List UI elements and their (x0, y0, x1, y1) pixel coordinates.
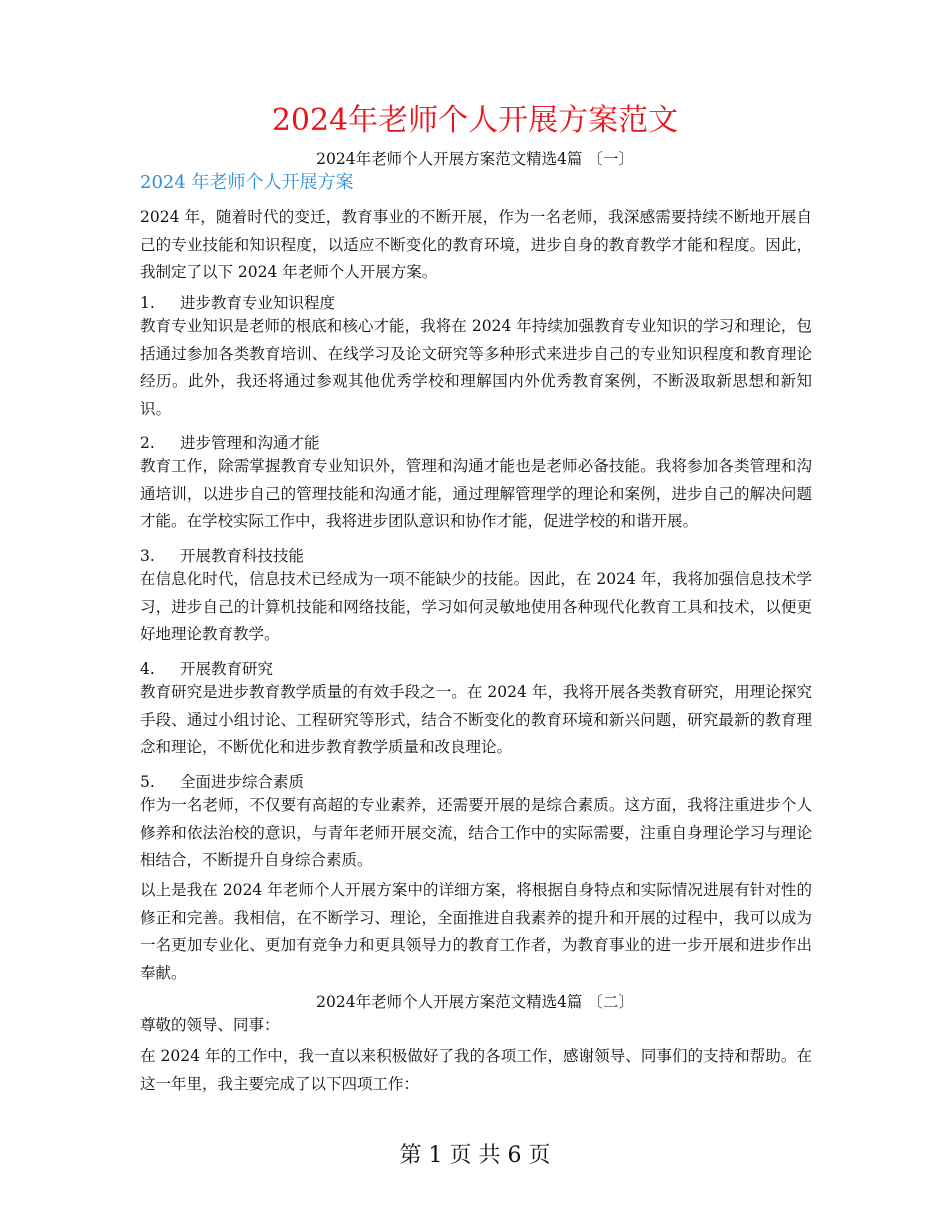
item-heading-1 (140, 292, 335, 314)
section-heading: 2024 年老师个人开展方案 (140, 172, 354, 193)
item-body-2: 教育工作，除需掌握教育专业知识外，管理和沟通才能也是老师必备技能。我将参加各类管理和沟通培训，以进步自己的管理技能和沟通才能，通过理解管理学的理论和案例，进步自己的解决问题才能。在学校实际工作中，我将进步团队意识和协作才能，促进学校的和谐开展。 (140, 457, 812, 530)
item-heading-5 (140, 771, 304, 793)
item-number: 2. (140, 434, 155, 452)
item-body-1: 教育专业知识是老师的根底和核心才能，我将在 2024 年持续加强教育专业知识的学习和理论，包括通过参加各类教育培训、在线学习及论文研究等多种形式来进步自己的专业知识程度和教育理论经历。此外，我还将通过参观其他优秀学校和理解国内外优秀教育案例，不断汲取新思想和新知识。 (140, 317, 812, 418)
item-body-3: 在信息化时代，信息技术已经成为一项不能缺少的技能。因此，在 2024 年，我将加强信息技术学习，进步自己的计算机技能和网络技能，学习如何灵敏地使用各种现代化教育工具和技术，以便更好地理论教育教学。 (140, 570, 812, 643)
item-number: 1. (140, 294, 155, 312)
second-paragraph: 在 2024 年的工作中，我一直以来积极做好了我的各项工作，感谢领导、同事们的支持和帮助。在这一年里，我主要完成了以下四项工作： (140, 1047, 812, 1093)
item-title: 开展教育研究 (180, 660, 274, 678)
item-heading-3 (140, 545, 304, 567)
page-footer: 第 1 页 共 6 页 (399, 1143, 551, 1168)
item-title: 进步管理和沟通才能 (180, 434, 320, 452)
section-subtitle-1: 2024年老师个人开展方案范文精选4篇 〔一〕 (316, 150, 634, 168)
section-subtitle-2: 2024年老师个人开展方案范文精选4篇 〔二〕 (316, 993, 634, 1011)
item-body-4: 教育研究是进步教育教学质量的有效手段之一。在 2024 年，我将开展各类教育研究，用理论探究手段、通过小组讨论、工程研究等形式，结合不断变化的教育环境和新兴问题，研究最新的教育理念和理论，不断优化和进步教育教学质量和改良理论。 (140, 683, 812, 756)
item-title: 开展教育科技技能 (180, 547, 305, 565)
document-title: 2024年老师个人开展方案范文 (271, 103, 679, 138)
item-heading-2 (140, 432, 320, 454)
item-number: 5. (140, 773, 155, 791)
conclusion-paragraph: 以上是我在 2024 年老师个人开展方案中的详细方案，将根据自身特点和实际情况进展有针对性的修正和完善。我相信，在不断学习、理论，全面推进自我素养的提升和开展的过程中，我可以成为一名更加专业化、更加有竞争力和更具领导力的教育工作者，为教育事业的进一步开展和进步作出奉献。 (140, 881, 812, 982)
salutation: 尊敬的领导、同事： (140, 1016, 280, 1034)
item-title: 全面进步综合素质 (180, 773, 305, 791)
item-number: 4. (140, 660, 155, 678)
item-title: 进步教育专业知识程度 (180, 294, 336, 312)
intro-paragraph: 2024 年，随着时代的变迁，教育事业的不断开展，作为一名老师，我深感需要持续不断地开展自己的专业技能和知识程度，以适应不断变化的教育环境，进步自身的教育教学才能和程度。因此，我制定了以下 2024 年老师个人开展方案。 (140, 208, 812, 281)
item-number: 3. (140, 547, 155, 565)
item-heading-4 (140, 658, 273, 680)
item-body-5: 作为一名老师，不仅要有高超的专业素养，还需要开展的是综合素质。这方面，我将注重进步个人修养和依法治校的意识，与青年老师开展交流，结合工作中的实际需要，注重自身理论学习与理论相结合，不断提升自身综合素质。 (140, 796, 812, 869)
